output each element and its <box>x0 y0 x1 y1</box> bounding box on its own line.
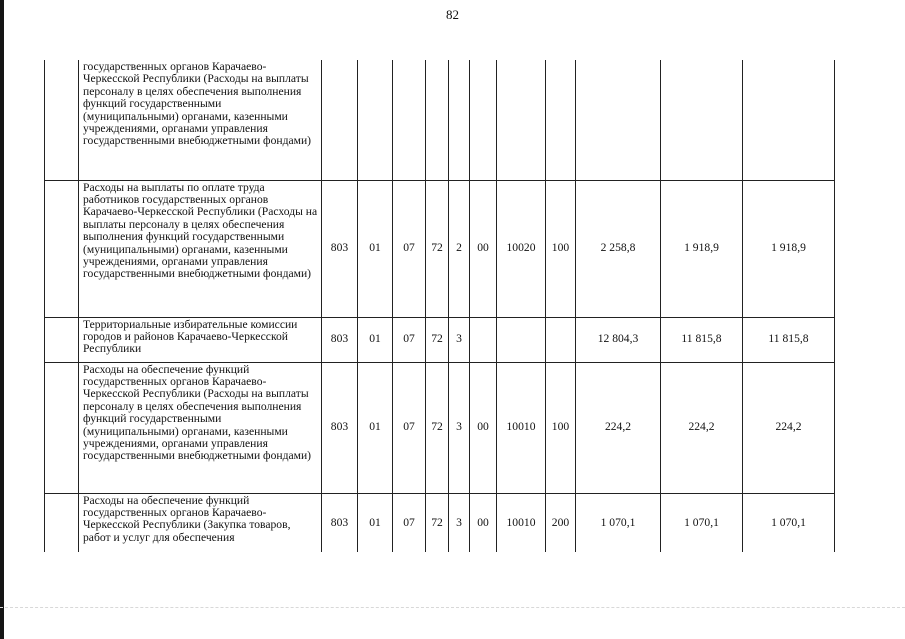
code-cell: 803 <box>322 362 358 493</box>
page-number: 82 <box>446 7 459 22</box>
code-cell: 07 <box>393 362 426 493</box>
amount-cell: 1 918,9 <box>743 180 835 317</box>
code-cell: 803 <box>322 317 358 362</box>
code-cell: 72 <box>426 493 449 552</box>
budget-table <box>44 60 835 552</box>
table-row <box>45 362 835 493</box>
code-cell: 3 <box>449 362 470 493</box>
code-cell: 10020 <box>497 180 546 317</box>
amount-cell: 11 815,8 <box>743 317 835 362</box>
amount-cell <box>576 60 661 180</box>
code-cell: 10010 <box>497 493 546 552</box>
code-cell: 3 <box>449 317 470 362</box>
code-cell: 07 <box>393 180 426 317</box>
code-cell: 10010 <box>497 362 546 493</box>
description-cell: государственных органов Карачаево-Черкесской Республики (Расходы на выплаты персоналу в целях обеспечения выполнения функций государственными (муниципальными) органами, казенными учреждениями, органами управления государственными внебюджетными фондами) <box>79 60 322 180</box>
code-cell: 72 <box>426 317 449 362</box>
amount-cell <box>661 60 743 180</box>
code-cell <box>497 317 546 362</box>
code-cell: 200 <box>546 493 576 552</box>
description-cell: Расходы на выплаты по оплате труда работников государственных органов Карачаево-Черкесской Республики (Расходы на выплаты персоналу в целях обеспечения выполнения функций государственными (муниципальными) органами, казенными учреждениями, органами управления государственными внебюджетными фондами) <box>79 180 322 317</box>
code-cell: 803 <box>322 180 358 317</box>
amount-cell: 1 070,1 <box>743 493 835 552</box>
code-cell <box>470 60 497 180</box>
code-cell: 72 <box>426 362 449 493</box>
number-cell <box>45 317 79 362</box>
code-cell: 07 <box>393 493 426 552</box>
amount-cell: 224,2 <box>576 362 661 493</box>
amount-cell: 12 804,3 <box>576 317 661 362</box>
code-cell: 00 <box>470 493 497 552</box>
scan-edge-bar <box>0 0 4 639</box>
code-cell <box>426 60 449 180</box>
description-cell: Территориальные избирательные комиссии городов и районов Карачаево-Черкесской Республики <box>79 317 322 362</box>
code-cell: 01 <box>358 362 393 493</box>
number-cell <box>45 493 79 552</box>
code-cell <box>358 60 393 180</box>
amount-cell: 1 070,1 <box>661 493 743 552</box>
code-cell: 803 <box>322 493 358 552</box>
amount-cell: 1 918,9 <box>661 180 743 317</box>
amount-cell <box>743 60 835 180</box>
number-cell <box>45 60 79 180</box>
code-cell <box>546 60 576 180</box>
code-cell: 00 <box>470 362 497 493</box>
number-cell <box>45 180 79 317</box>
amount-cell: 224,2 <box>661 362 743 493</box>
code-cell: 100 <box>546 362 576 493</box>
code-cell <box>322 60 358 180</box>
code-cell: 07 <box>393 317 426 362</box>
table-row <box>45 60 835 180</box>
code-cell: 3 <box>449 493 470 552</box>
code-cell: 01 <box>358 180 393 317</box>
table-row <box>45 493 835 552</box>
table-body <box>45 60 835 552</box>
description-cell: Расходы на обеспечение функций государственных органов Карачаево-Черкесской Республики (Расходы на выплаты персоналу в целях обеспечения выполнения функций государственными (муниципальными) органами, казенными учреждениями, органами управления государственными внебюджетными фондами) <box>79 362 322 493</box>
code-cell: 100 <box>546 180 576 317</box>
code-cell: 00 <box>470 180 497 317</box>
code-cell: 01 <box>358 317 393 362</box>
code-cell: 72 <box>426 180 449 317</box>
amount-cell: 1 070,1 <box>576 493 661 552</box>
number-cell <box>45 362 79 493</box>
code-cell <box>393 60 426 180</box>
amount-cell: 2 258,8 <box>576 180 661 317</box>
amount-cell: 224,2 <box>743 362 835 493</box>
code-cell <box>449 60 470 180</box>
code-cell: 2 <box>449 180 470 317</box>
table-row <box>45 180 835 317</box>
code-cell <box>546 317 576 362</box>
description-cell: Расходы на обеспечение функций государственных органов Карачаево-Черкесской Республики (Закупка товаров, работ и услуг для обеспечения <box>79 493 322 552</box>
code-cell <box>497 60 546 180</box>
table-row <box>45 317 835 362</box>
code-cell: 01 <box>358 493 393 552</box>
code-cell <box>470 317 497 362</box>
amount-cell: 11 815,8 <box>661 317 743 362</box>
bottom-rule <box>0 607 905 609</box>
